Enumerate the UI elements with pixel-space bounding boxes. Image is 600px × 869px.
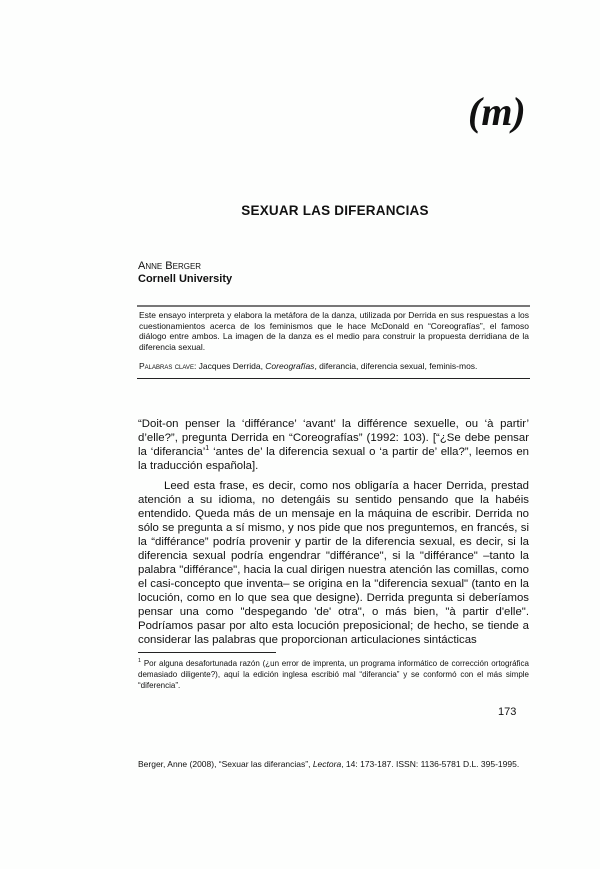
section-mark: (m): [468, 89, 526, 134]
keywords-part1: Jacques Derrida,: [196, 361, 266, 371]
footnote-divider: [138, 652, 276, 653]
author-affiliation: Cornell University: [138, 273, 233, 285]
body-text: [138, 417, 529, 647]
citation: [138, 759, 530, 770]
paragraph-1: [138, 417, 529, 473]
abstract-text: Este ensayo interpreta y elabora la metáfora de la danza, utilizada por Derrida en sus respuestas a los cuestionamientos acerca de los feminismos que le hace McDonald en “Coreografías”, el famoso diálogo entre ambos. La imagen de la danza es el medio para construir la propuesta derridiana de la diferencia sexual.: [139, 310, 529, 352]
footnote-reference[interactable]: 1: [205, 445, 210, 452]
citation-journal: Lectora: [312, 759, 342, 769]
keywords-label: Palabras clave:: [139, 361, 197, 371]
keywords: [139, 361, 529, 372]
keywords-italic: Coreografías: [265, 361, 315, 371]
paragraph-1-part1: “Doit-on penser la ‘différance’ ‘avant’ la différence sexuelle, ou ‘à partir’ d’elle?”, pregunta Derrida en “Coreografías” (1992: 103). [“¿Se debe pensar la ‘diferancia’: [138, 418, 529, 458]
citation-part2: , 14: 173-187. ISSN: 1136-5781 D.L. 395-1995.: [341, 759, 520, 769]
keywords-part2: , diferancia, diferencia sexual, feminis-mos.: [314, 361, 478, 371]
footnote: [138, 658, 529, 691]
footnote-text: Por alguna desafortunada razón (¿un error de imprenta, un programa informático de corrección ortográfica demasiado diligente?), aquí la edición inglesa escribió mal “diferancia” y se conformó con el más simple “diferencia”.: [138, 659, 529, 690]
author-name: Anne Berger: [138, 260, 202, 272]
footnote-number: 1: [138, 658, 142, 664]
paragraph-2: Leed esta frase, es decir, como nos obligaría a hacer Derrida, prestad atención a su idioma, no detengáis su sentido pensando que la habéis entendido. Queda más de un mensaje en la máquina de escribir. Derrida no sólo se pregunta a sí mismo, y nos pide que nos preguntemos, en francés, si la “différance” podría provenir y partir de la diferencia sexual, es decir, si la diferencia sexual podría engendrar "différance", si la "différance" –tanto la palabra "différance", hacia la cual dirigen nuestra atención las comillas, como el casi-concepto que inventa– se origina en la "diferencia sexual" (tanto en la locución, como en lo que sea que designe). Derrida pregunta si deberíamos pensar una como "despegando 'de' otra", o más bien, "à partir d'elle". Podríamos pasar por alto esta locución preposicional; de hecho, se tiende a considerar las palabras que proporcionan articulaciones sintácticas: [138, 480, 529, 646]
article-title: SEXUAR LAS DIFERANCIAS: [241, 203, 429, 218]
paragraph-1-part2: ‘antes de’ la diferencia sexual o ‘a partir de’ ella?”, leemos en la traducción española].: [138, 446, 529, 472]
citation-part1: Berger, Anne (2008), “Sexuar las diferancias”,: [138, 759, 313, 769]
page-number: 173: [498, 706, 517, 718]
abstract-box: [137, 305, 530, 379]
